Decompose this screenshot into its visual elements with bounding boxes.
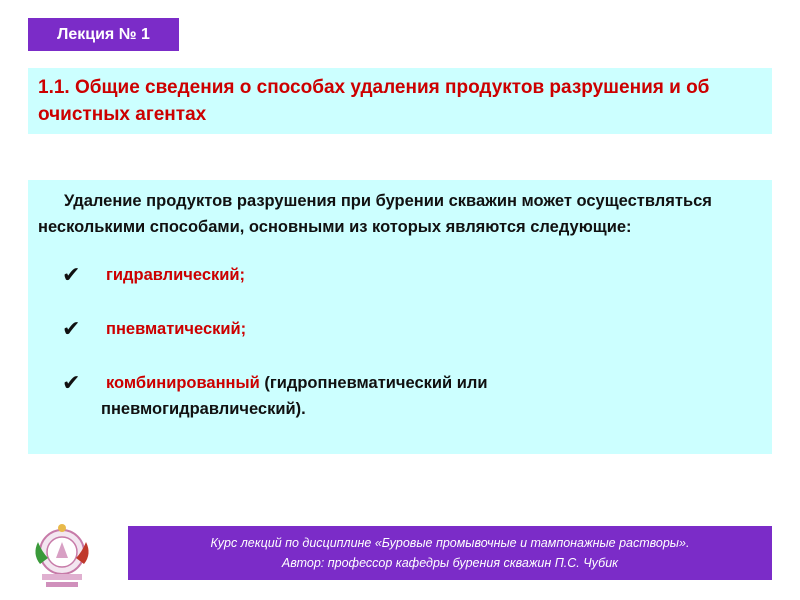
methods-list (38, 262, 762, 422)
content-box (28, 180, 772, 454)
page-title: 1.1. Общие сведения о способах удаления продуктов разрушения и об очистных агентах (38, 77, 710, 125)
footer-course-line: Курс лекций по дисциплине «Буровые промывочные и тампонажные растворы». (210, 536, 690, 550)
check-mark-icon: ✔ (62, 262, 81, 287)
footer-author-line: Автор: профессор кафедры бурения скважин П.С. Чубик (281, 556, 619, 570)
list-item-hydraulic (38, 262, 762, 288)
lecture-badge-label: Лекция № 1 (57, 25, 150, 43)
check-mark-icon: ✔ (62, 370, 81, 395)
university-emblem-icon (18, 514, 102, 594)
check-mark-icon: ✔ (62, 316, 81, 341)
title-box (28, 68, 772, 134)
method-note-continuation: пневмогидравлический). (101, 400, 306, 418)
intro-paragraph: Удаление продуктов разрушения при бурении скважин может осуществляться несколькими способами, основными из которых являются следующие: (38, 192, 712, 236)
method-label: пневматический; (106, 320, 247, 338)
lecture-badge (28, 18, 179, 51)
method-note: (гидропневматический или (259, 374, 488, 392)
list-item-pneumatic (38, 316, 762, 342)
list-item-combined (38, 370, 762, 422)
method-label: гидравлический; (106, 266, 246, 284)
footer-banner (128, 526, 772, 580)
method-label: комбинированный (106, 374, 260, 392)
